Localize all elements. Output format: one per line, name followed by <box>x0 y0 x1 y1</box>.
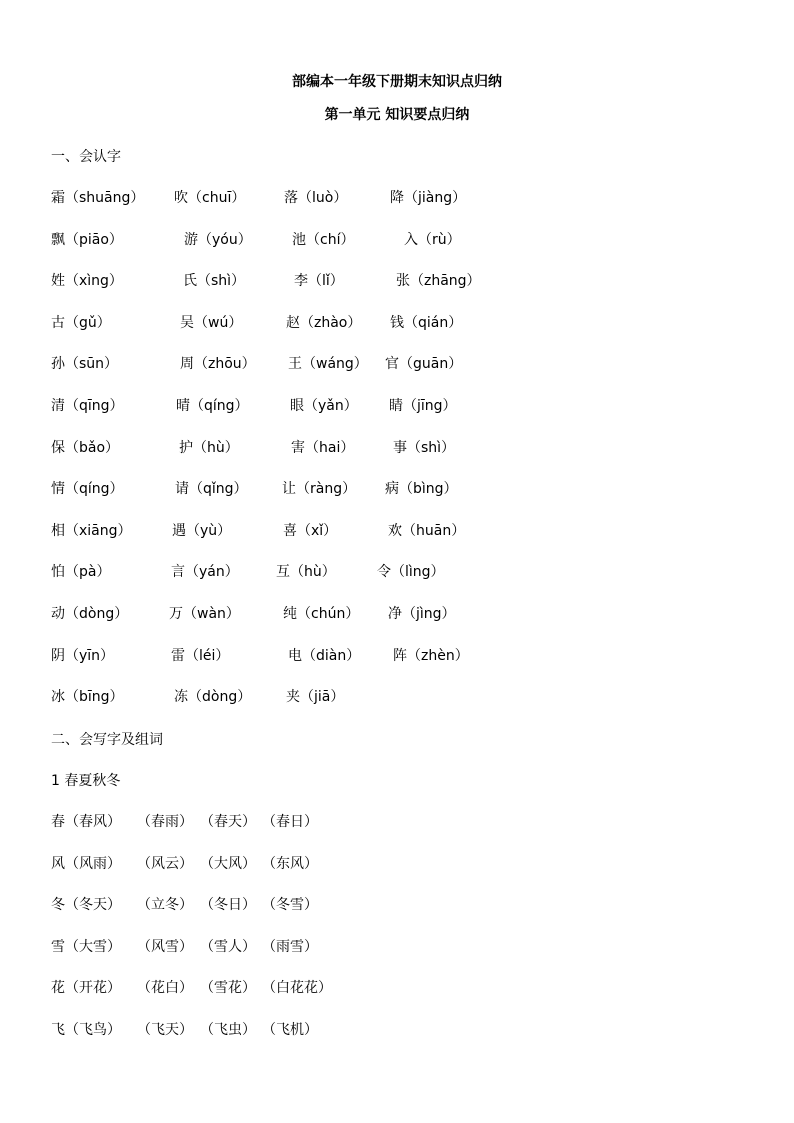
char-pinyin-entry: 阵（zhèn） <box>393 648 469 664</box>
char-pinyin-entry: 飘（piāo） <box>51 232 123 248</box>
char-pinyin-entry: 冻（dòng） <box>174 689 252 705</box>
word-entry: （大风） <box>200 856 256 872</box>
char-pinyin-entry: 互（hù） <box>276 564 336 580</box>
word-entry: （风雪） <box>137 939 193 955</box>
char-pinyin-entry: 害（hai） <box>291 440 355 456</box>
word-entry: （东风） <box>262 856 318 872</box>
char-row <box>0 395 794 417</box>
char-pinyin-entry: 落（luò） <box>284 190 348 206</box>
char-pinyin-entry: 万（wàn） <box>169 606 240 622</box>
char-pinyin-entry: 病（bìng） <box>385 481 458 497</box>
char-pinyin-entry: 护（hù） <box>179 440 239 456</box>
char-row <box>0 229 794 251</box>
word-entry: （冬日） <box>200 897 256 913</box>
word-entry: （花白） <box>137 980 193 996</box>
char-pinyin-entry: 赵（zhào） <box>286 315 362 331</box>
word-entry: （飞虫） <box>200 1022 256 1038</box>
lesson-heading: 1 春夏秋冬 <box>51 773 121 789</box>
char-row <box>0 437 794 459</box>
word-entry: 冬（冬天） <box>51 897 121 913</box>
document-title: 部编本一年级下册期末知识点归纳 <box>292 74 502 90</box>
char-pinyin-entry: 保（bǎo） <box>51 440 120 456</box>
word-entry: （风云） <box>137 856 193 872</box>
char-pinyin-entry: 古（gǔ） <box>51 315 111 331</box>
word-entry: 雪（大雪） <box>51 939 121 955</box>
word-entry: 飞（飞鸟） <box>51 1022 121 1038</box>
word-entry: （立冬） <box>137 897 193 913</box>
char-pinyin-entry: 纯（chún） <box>283 606 360 622</box>
char-pinyin-entry: 张（zhāng） <box>396 273 481 289</box>
char-pinyin-entry: 王（wáng） <box>288 356 368 372</box>
char-row <box>0 312 794 334</box>
char-pinyin-entry: 孙（sūn） <box>51 356 119 372</box>
unit-subtitle: 第一单元 知识要点归纳 <box>324 107 470 123</box>
word-entry: 花（开花） <box>51 980 121 996</box>
word-entry: （雪花） <box>200 980 256 996</box>
word-entry: 春（春风） <box>51 814 121 830</box>
char-pinyin-entry: 眼（yǎn） <box>290 398 358 414</box>
word-entry: 风（风雨） <box>51 856 121 872</box>
word-entry: （飞天） <box>137 1022 193 1038</box>
char-pinyin-entry: 夹（jiā） <box>286 689 345 705</box>
word-entry: （春天） <box>200 814 256 830</box>
char-row <box>0 645 794 667</box>
char-pinyin-entry: 李（lǐ） <box>294 273 344 289</box>
section-heading-recognize: 一、会认字 <box>51 149 121 165</box>
char-row <box>0 478 794 500</box>
word-entry: （雨雪） <box>262 939 318 955</box>
word-entry: （春雨） <box>137 814 193 830</box>
char-pinyin-entry: 情（qíng） <box>51 481 124 497</box>
char-pinyin-entry: 游（yóu） <box>184 232 252 248</box>
char-pinyin-entry: 欢（huān） <box>388 523 466 539</box>
char-pinyin-entry: 吹（chuī） <box>174 190 246 206</box>
char-pinyin-entry: 相（xiāng） <box>51 523 132 539</box>
char-pinyin-entry: 让（ràng） <box>282 481 357 497</box>
char-pinyin-entry: 钱（qián） <box>390 315 463 331</box>
char-pinyin-entry: 言（yán） <box>171 564 239 580</box>
char-pinyin-entry: 事（shì） <box>393 440 456 456</box>
char-pinyin-entry: 官（guān） <box>385 356 463 372</box>
char-pinyin-entry: 遇（yù） <box>172 523 232 539</box>
char-pinyin-entry: 池（chí） <box>292 232 355 248</box>
char-row <box>0 187 794 209</box>
section-heading-write: 二、会写字及组词 <box>51 732 163 748</box>
char-pinyin-entry: 晴（qíng） <box>176 398 249 414</box>
char-row <box>0 270 794 292</box>
char-pinyin-entry: 降（jiàng） <box>390 190 467 206</box>
char-pinyin-entry: 令（lìng） <box>377 564 445 580</box>
char-pinyin-entry: 请（qǐng） <box>175 481 248 497</box>
char-pinyin-entry: 冰（bīng） <box>51 689 124 705</box>
char-row <box>0 686 794 708</box>
char-pinyin-entry: 雷（léi） <box>171 648 230 664</box>
word-entry: （冬雪） <box>262 897 318 913</box>
char-pinyin-entry: 姓（xìng） <box>51 273 123 289</box>
char-pinyin-entry: 吴（wú） <box>180 315 243 331</box>
char-row <box>0 520 794 542</box>
char-pinyin-entry: 周（zhōu） <box>180 356 256 372</box>
char-pinyin-entry: 睛（jīng） <box>389 398 457 414</box>
char-pinyin-entry: 电（diàn） <box>288 648 361 664</box>
word-entry: （春日） <box>262 814 318 830</box>
char-pinyin-entry: 动（dòng） <box>51 606 129 622</box>
char-pinyin-entry: 霜（shuāng） <box>51 190 145 206</box>
char-pinyin-entry: 阴（yīn） <box>51 648 115 664</box>
word-entry: （雪人） <box>200 939 256 955</box>
char-pinyin-entry: 清（qīng） <box>51 398 124 414</box>
word-entry: （白花花） <box>262 980 332 996</box>
char-pinyin-entry: 入（rù） <box>404 232 461 248</box>
char-pinyin-entry: 氏（shì） <box>183 273 246 289</box>
char-pinyin-entry: 净（jìng） <box>388 606 456 622</box>
char-pinyin-entry: 怕（pà） <box>51 564 111 580</box>
char-pinyin-entry: 喜（xǐ） <box>283 523 338 539</box>
word-entry: （飞机） <box>262 1022 318 1038</box>
char-row <box>0 561 794 583</box>
char-row <box>0 603 794 625</box>
char-row <box>0 353 794 375</box>
